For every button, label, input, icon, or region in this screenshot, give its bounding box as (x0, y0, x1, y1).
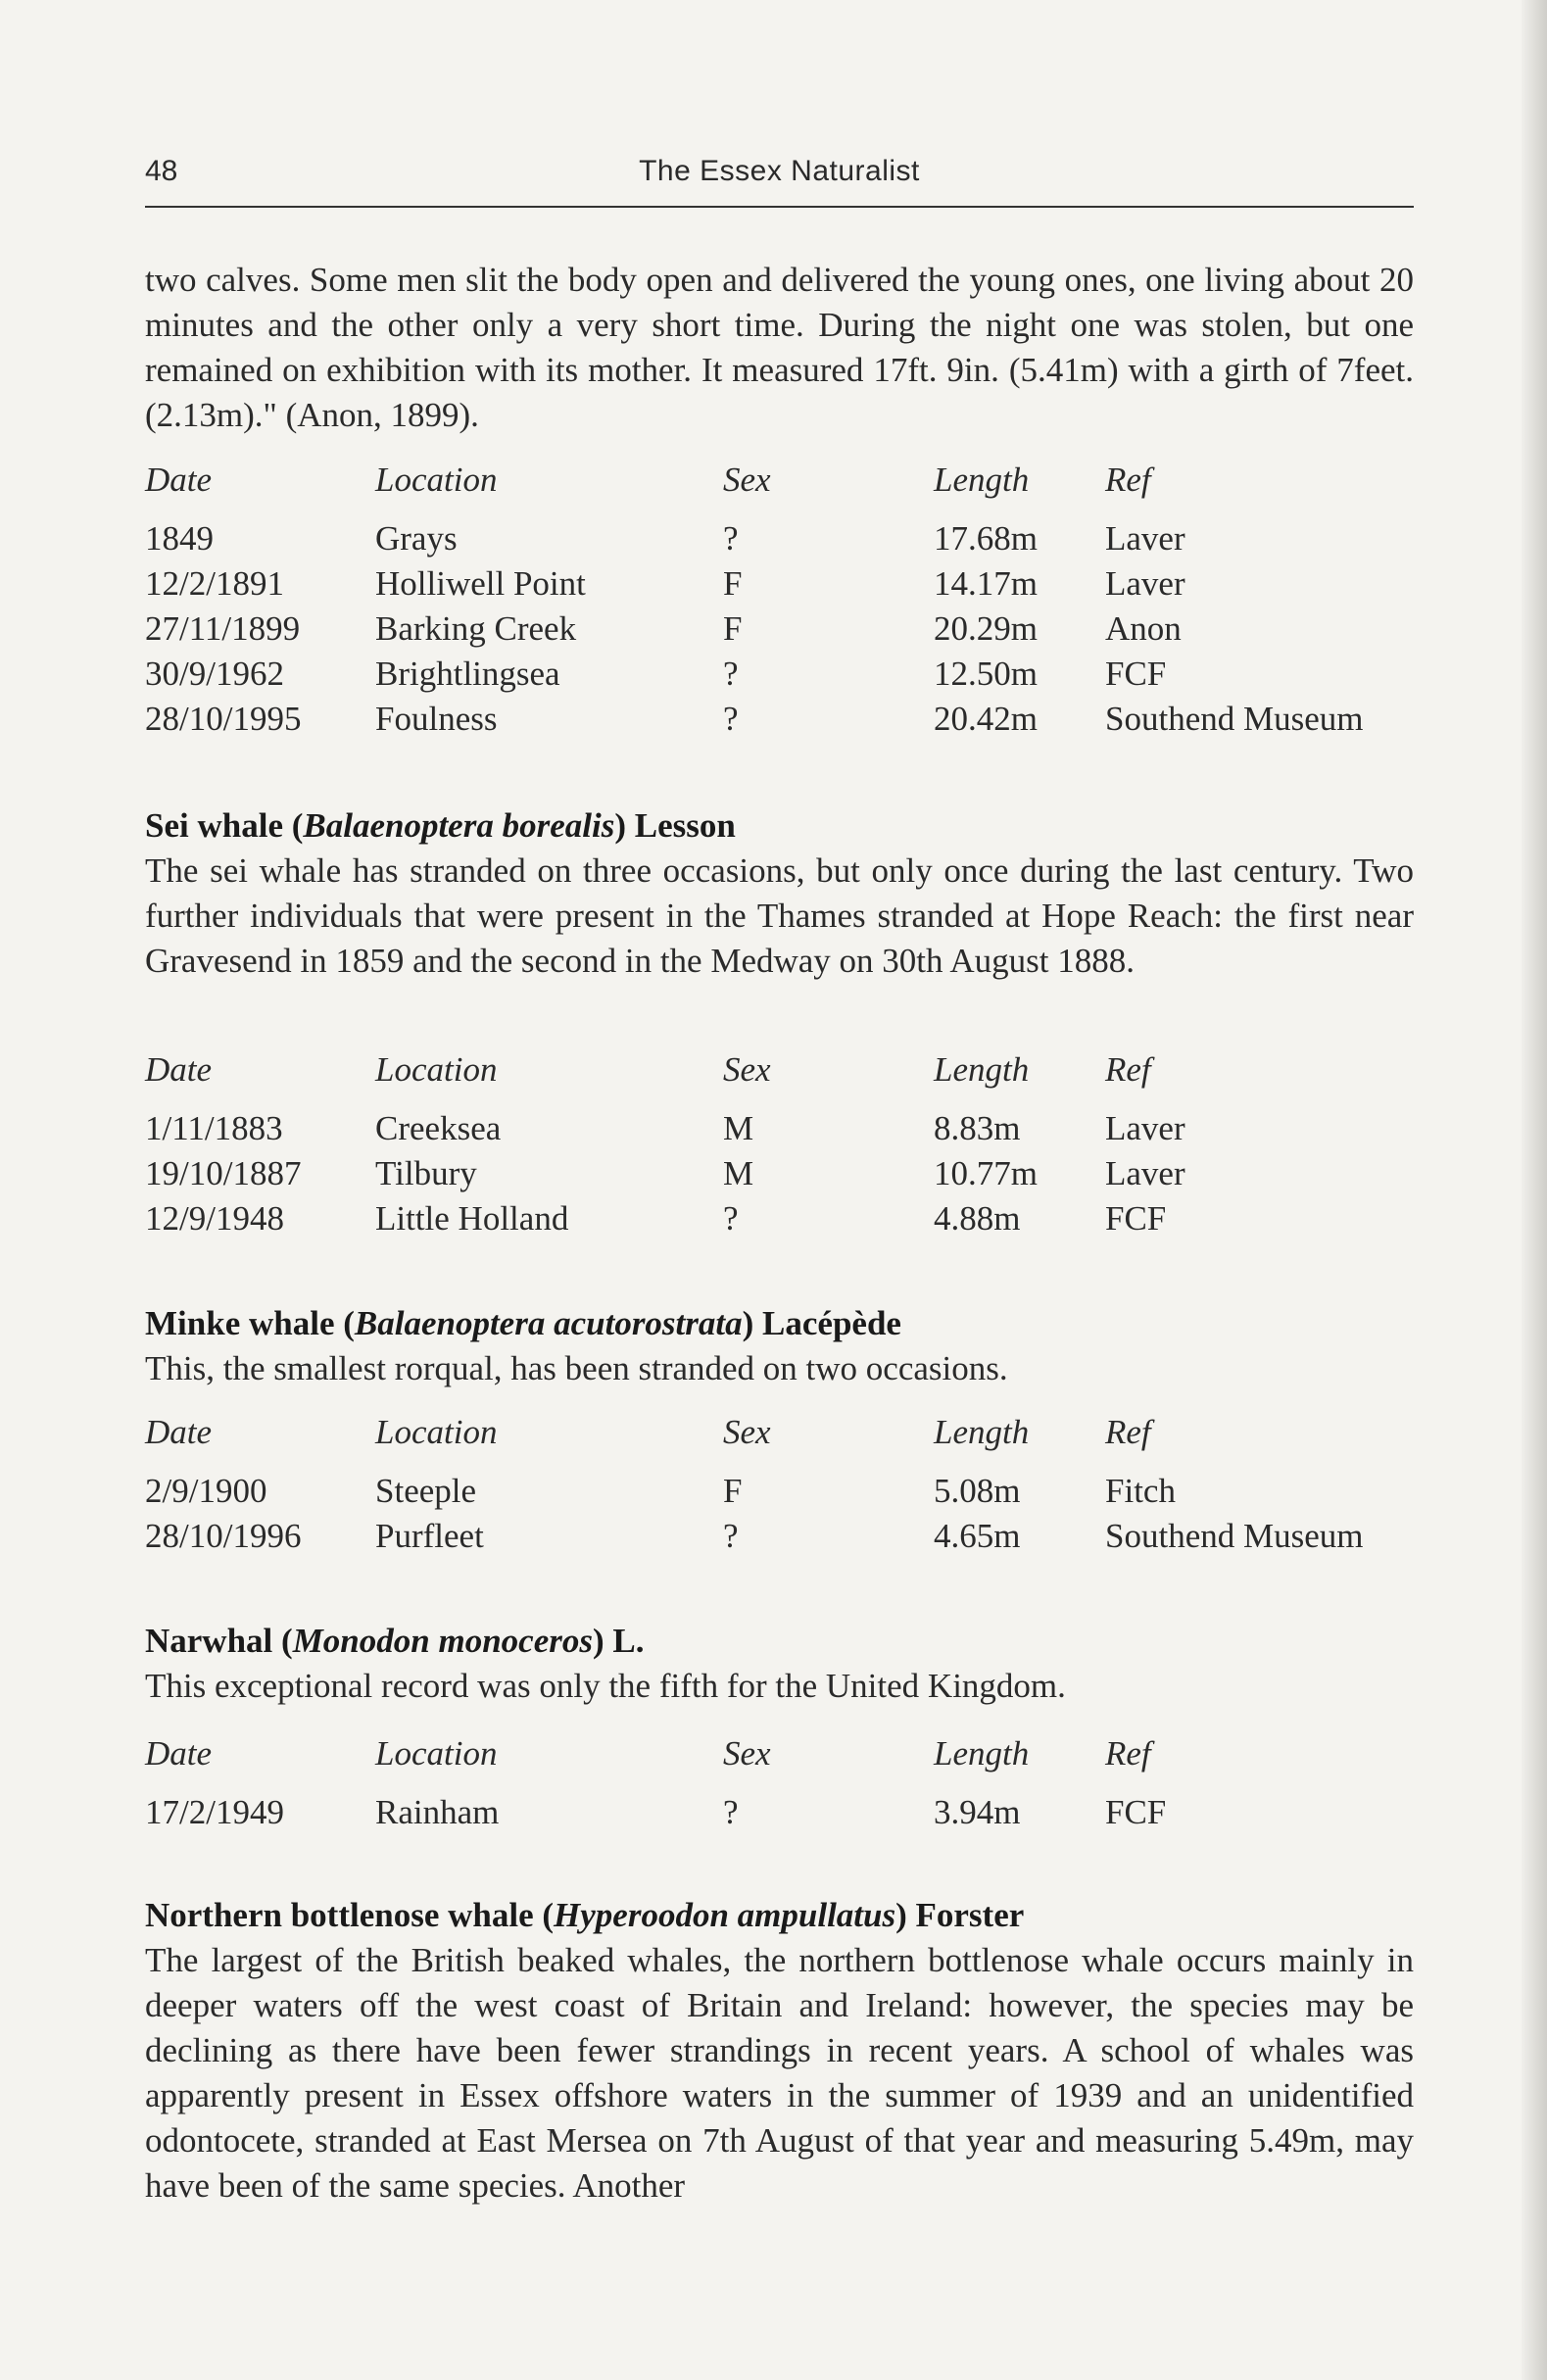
cell-length: 14.17m (934, 564, 1038, 603)
species-common-name: Narwhal ( (145, 1622, 293, 1660)
cell-date: 17/2/1949 (145, 1793, 284, 1831)
cell-location: Brightlingsea (375, 655, 560, 693)
species-latin-name: Monodon monoceros (292, 1622, 593, 1660)
cell-date: 1849 (145, 519, 214, 558)
cell-location: Creeksea (375, 1109, 502, 1147)
cell-date: 30/9/1962 (145, 655, 284, 693)
table-row (145, 1109, 1414, 1154)
cell-sex: M (723, 1109, 754, 1147)
cell-date: 2/9/1900 (145, 1472, 267, 1510)
cell-date: 1/11/1883 (145, 1109, 283, 1147)
cell-location: Foulness (375, 700, 498, 738)
cell-sex: F (723, 1472, 743, 1510)
cell-sex: ? (723, 655, 739, 693)
cell-length: 4.88m (934, 1199, 1021, 1238)
col-date-header: Date (145, 461, 213, 499)
cell-location: Tilbury (375, 1154, 477, 1192)
cell-ref: FCF (1105, 1199, 1167, 1238)
species-latin-name: Balaenoptera acutorostrata (354, 1304, 743, 1342)
running-header (145, 155, 1414, 198)
bottlenose-whale-paragraph: The largest of the British beaked whales, the northern bottlenose whale occurs mainly in deeper waters off the west coast of Britain and Ireland: however, the species may be declining as there have been fewer strandings in recent years. A school of whales was apparently present in Essex offshore waters in the summer of 1939 and an unidentified odontocete, stranded at East Mersea on 7th August of that year and measuring 5.49m, may have been of the same species. Another (145, 1941, 1414, 2205)
col-length-header: Length (934, 1734, 1030, 1773)
cell-date: 28/10/1995 (145, 700, 302, 738)
cell-sex: ? (723, 700, 739, 738)
cell-location: Barking Creek (375, 609, 577, 648)
species-latin-name: Balaenoptera borealis (303, 806, 615, 845)
cell-ref: Laver (1105, 1109, 1185, 1147)
minke-whale-paragraph: This, the smallest rorqual, has been stranded on two occasions. (145, 1349, 1008, 1387)
col-location-header: Location (375, 1050, 498, 1089)
section-heading-minke-whale (145, 1301, 1414, 1346)
col-location-header: Location (375, 1734, 498, 1773)
table-strandings-1 (145, 461, 1414, 745)
table-row (145, 1517, 1414, 1562)
table-sei-whale (145, 1050, 1414, 1244)
col-location-header: Location (375, 461, 498, 499)
table-row (145, 609, 1414, 655)
col-ref-header: Ref (1105, 461, 1151, 499)
cell-ref: FCF (1105, 1793, 1167, 1831)
cell-ref: Southend Museum (1105, 700, 1364, 738)
section-heading-sei-whale (145, 803, 1414, 849)
cell-sex: M (723, 1154, 754, 1192)
cell-location: Steeple (375, 1472, 477, 1510)
cell-date: 19/10/1887 (145, 1154, 302, 1192)
cell-length: 20.42m (934, 700, 1038, 738)
table-row (145, 519, 1414, 564)
col-sex-header: Sex (723, 461, 771, 499)
species-authority: ) L. (593, 1622, 645, 1660)
table-header-row (145, 461, 1414, 519)
col-date-header: Date (145, 1413, 213, 1451)
page-edge-shadow (1522, 0, 1547, 2380)
species-common-name: Sei whale ( (145, 806, 304, 845)
cell-length: 12.50m (934, 655, 1038, 693)
table-row (145, 1793, 1414, 1838)
cell-date: 12/2/1891 (145, 564, 284, 603)
col-ref-header: Ref (1105, 1734, 1151, 1773)
journal-title: The Essex Naturalist (639, 155, 920, 187)
cell-length: 10.77m (934, 1154, 1038, 1192)
section-heading-bottlenose-whale (145, 1893, 1414, 1938)
species-authority: ) Forster (895, 1896, 1025, 1934)
col-ref-header: Ref (1105, 1413, 1151, 1451)
cell-length: 8.83m (934, 1109, 1021, 1147)
cell-location: Rainham (375, 1793, 500, 1831)
cell-date: 28/10/1996 (145, 1517, 302, 1555)
header-rule (145, 206, 1414, 208)
sei-whale-paragraph: The sei whale has stranded on three occasions, but only once during the last century. Two further individuals that were present in the Thames stranded at Hope Reach: the first near Gravesend in 1859 and the second in the Medway on 30th August 1888. (145, 851, 1414, 980)
table-header-row (145, 1734, 1414, 1793)
col-sex-header: Sex (723, 1413, 771, 1451)
table-header-row (145, 1413, 1414, 1472)
species-authority: ) Lesson (614, 806, 736, 845)
cell-ref: FCF (1105, 655, 1167, 693)
table-header-row (145, 1050, 1414, 1109)
col-sex-header: Sex (723, 1050, 771, 1089)
cell-sex: F (723, 609, 743, 648)
cell-ref: Laver (1105, 1154, 1185, 1192)
page-number: 48 (145, 155, 178, 187)
cell-ref: Southend Museum (1105, 1517, 1364, 1555)
cell-length: 3.94m (934, 1793, 1021, 1831)
cell-ref: Anon (1105, 609, 1182, 648)
table-row (145, 1154, 1414, 1199)
cell-location: Little Holland (375, 1199, 569, 1238)
cell-date: 12/9/1948 (145, 1199, 284, 1238)
col-ref-header: Ref (1105, 1050, 1151, 1089)
table-row (145, 655, 1414, 700)
col-date-header: Date (145, 1734, 213, 1773)
table-row (145, 1199, 1414, 1244)
intro-paragraph: two calves. Some men slit the body open and delivered the young ones, one living about 20 minutes and the other only a very short time. During the night one was stolen, but one remained on exhibition with its mother. It measured 17ft. 9in. (5.41m) with a girth of 7feet. (2.13m)." (Anon, 1899). (145, 261, 1414, 434)
table-row (145, 564, 1414, 609)
cell-ref: Laver (1105, 564, 1185, 603)
cell-location: Grays (375, 519, 458, 558)
col-length-header: Length (934, 1050, 1030, 1089)
table-row (145, 1472, 1414, 1517)
section-heading-narwhal (145, 1619, 1414, 1664)
table-narwhal (145, 1734, 1414, 1838)
col-date-header: Date (145, 1050, 213, 1089)
cell-length: 4.65m (934, 1517, 1021, 1555)
cell-ref: Fitch (1105, 1472, 1176, 1510)
cell-length: 17.68m (934, 519, 1038, 558)
cell-sex: ? (723, 519, 739, 558)
table-row (145, 700, 1414, 745)
col-length-header: Length (934, 1413, 1030, 1451)
col-length-header: Length (934, 461, 1030, 499)
col-sex-header: Sex (723, 1734, 771, 1773)
species-latin-name: Hyperoodon ampullatus (554, 1896, 896, 1934)
cell-location: Holliwell Point (375, 564, 586, 603)
cell-ref: Laver (1105, 519, 1185, 558)
cell-sex: F (723, 564, 743, 603)
table-minke-whale (145, 1413, 1414, 1562)
cell-sex: ? (723, 1517, 739, 1555)
narwhal-paragraph: This exceptional record was only the fifth for the United Kingdom. (145, 1667, 1066, 1705)
cell-date: 27/11/1899 (145, 609, 301, 648)
cell-location: Purfleet (375, 1517, 484, 1555)
cell-sex: ? (723, 1793, 739, 1831)
cell-length: 5.08m (934, 1472, 1021, 1510)
cell-sex: ? (723, 1199, 739, 1238)
species-common-name: Minke whale ( (145, 1304, 355, 1342)
cell-length: 20.29m (934, 609, 1038, 648)
species-authority: ) Lacépède (742, 1304, 901, 1342)
col-location-header: Location (375, 1413, 498, 1451)
species-common-name: Northern bottlenose whale ( (145, 1896, 555, 1934)
